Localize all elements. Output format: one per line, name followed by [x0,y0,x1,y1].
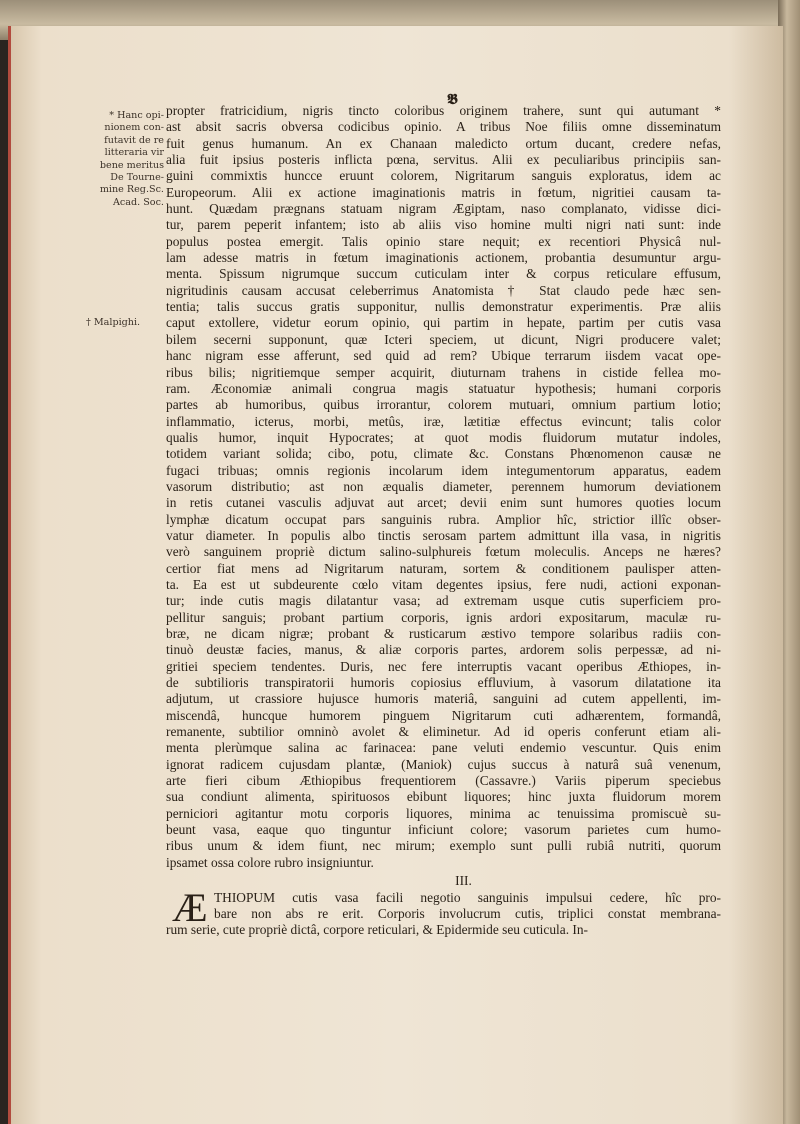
section-text-line: THIOPUM cutis vasa facili negotio sanguinis impulsui cedere, hîc pro- [214,889,721,905]
body-text-line: guini commixtis huncce eruunt colorem, Nigritarum sanguis exploratus, idem ac [166,168,721,184]
body-text-line: hanc nigram esse afferunt, sed quid ad rem? Ubique terrarum iisdem vacat ope- [166,348,721,364]
body-text-line: beunt vasa, eaque quo tinguntur inficiunt colore; vasorum parietes cum humo- [166,822,721,838]
section-text-line: rum serie, cute propriè dictâ, corpore reticulari, & Epidermide seu cuticula. In- [166,922,589,938]
body-text-line: qualis humor, inquit Hypocrates; at quot modis fluidorum mutatur indoles, [166,429,721,445]
body-text-line: hunt. Quædam prægnans statuam nigram Ægiptam, naso complanato, vidisse dici- [166,201,721,217]
body-text-line: alia fuit ipsius posteris inflicta pœna, servitus. Alii ex peculiaribus principiis san- [166,152,721,168]
body-text-line: perniciori agitantur motu corporis liquores, minima ac tenuissima promiscuè su- [166,805,721,821]
body-text-line: pellitur sanguis; probant partium corporis, ignis ardori expositarum, maculæ ru- [166,609,721,625]
body-text-line: tinuò deustæ facies, manus, & aliæ corporis partes, ardorem solis perpessæ, ad ni- [166,642,721,658]
drop-cap: Æ [172,884,208,930]
body-text-line: ram. Æconomiæ animali congrua magis statuatur hypothesis; humani corporis [166,380,721,396]
body-text-line: ipsamet ossa colore rubro insigniuntur. [166,854,374,870]
body-text-line: arte fieri cibum Æthiopibus frequentiorem (Cassavre.) Variis piperum speciebus [166,773,721,789]
body-text-line: tur, parem peperit infantem; isto ab aliis viso homine multi nigri nati sunt: inde [166,217,721,233]
body-text-line: fugaci tribuas; omnis regionis incolarum idem integumentorum apparatus, eadem [166,462,721,478]
section-paragraph [166,884,721,939]
body-text-line: Europeorum. Alii ex actione imaginationis matris in fœtum, nigritiei causam ta- [166,184,721,200]
body-text-line: totidem variant solida; cibo, potu, climate &c. Constans Phœnomenon causæ ne [166,446,721,462]
section-number: III. [455,873,472,889]
body-text-line: lam adesse matris in fœtum imaginationis actionem, probantia desumuntur argu- [166,250,721,266]
body-text-line: nigritudinis causam accusat celeberrimus Anatomista † Stat claudo pede hæc sen- [166,282,721,298]
section-lines [166,884,721,939]
body-paragraph [166,103,721,871]
body-text-line: bræ, ne dicam nigræ; probant & rusticarum æstivo tempore solaribus radiis con- [166,626,721,641]
body-text-line: vasorum distributio; ast non æqualis diameter, perennem humorum deviationem [166,478,721,494]
section-text-line: bare non abs re erit. Corporis involucrum cutis, triplici constat membrana- [214,905,721,921]
margin-note-tournemine: * Hanc opi- nionem con- futavit de re litteraria vir bene meritus De Tourne- mine Reg.Sc. Acad. Soc. [99,110,164,208]
body-text-line: partes ab humoribus, quibus irrorantur, colorem mutuari, omnium partium lotio; [166,397,721,413]
body-text-line: menta. Spissum nigrumque succum cuticulam inter & corpus reticulare effusum, [166,266,721,282]
body-text-line: sua condiunt alimenta, spirituosos ebibunt liquores; hinc juxta fluidorum morem [166,789,721,805]
body-text-line: caput extollere, videtur eorum opinio, qui partim in hepate, partim per cutis vasa [166,315,721,331]
body-text-line: in retis cutanei vasculis adjuvat aut arcet; devii enim sunt humores quoties locum [166,495,721,511]
body-text-line: inflammatio, icterus, morbi, metûs, iræ, lætitiæ effectus evincunt; talis color [166,413,721,429]
body-text-line: ta. Ea est ut subdeurente cœlo vitam degentes ipsius, fere nudi, actioni exponan- [166,576,721,592]
body-text-line: menta plerùmque salina ac farinacea: pane veluti endemio vescuntur. Quis enim [166,740,721,756]
body-text-line: ignorat radicem cujusdam plantæ, (Maniok) cujus succus à naturâ suâ venenum, [166,756,721,772]
body-text-line: propter fratricidium, nigris tincto coloribus originem trahere, sunt qui autumant * [166,103,721,118]
body-text-line: vatur diameter. In populis albo tinctis serosam partem admittunt illa vasa, in nigritis [166,527,721,543]
body-text-line: ribus unum & idem fiunt, nec mirum; exemplo sunt pulli rubiâ nutriti, quorum [166,838,721,854]
body-text-line: lymphæ dicatum occupat pars sanguinis rubra. Amplior hîc, strictior illîc obser- [166,511,721,527]
body-text-line: ribus bilis; nigritiemque semper acquirit, diuturnam trahens in cistide fellea mo- [166,364,721,380]
main-text-block [166,103,721,939]
body-text-line: bilem secerni supponunt, quæ Icteri speciem, ut dicunt, Nigri producere valet; [166,331,721,347]
body-text-line: populus postea emergit. Talis opinio stare nequit; ex recentiori Physicâ nul- [166,233,721,249]
body-text-line: ast absit sacris obversa codicibus opinio. A tribus Noe filiis omne disseminatum [166,119,721,135]
margin-note-malpighi: † Malpighi. [86,317,141,328]
body-text-line: de subtilioris transpiratorii humoris copiosius effluvium, à vasorum dilatatione ita [166,675,721,691]
body-text-line: verò sanguinem propriè dictum salino-sulphureis fœtum moleculis. Anceps ne hæres? [166,544,721,560]
body-text-line: miscendâ, huncque humorem pinguem Nigritarum cuti adhærentem, formandâ, [166,707,721,723]
body-text-line: adjutum, ut crassiore hujusce humoris materiâ, sanguini ad cutem appellenti, im- [166,691,721,707]
body-text-line: remanente, subtilior omninò avolet & eliminetur. Ad id operis conferunt etiam ali- [166,724,721,740]
signature-mark: 𝕭 [447,90,458,108]
body-text-line: gritiei speciem tendentes. Duris, nec fere interruptis vacant operibus Æthiopes, in- [166,658,721,674]
body-text-line: certior fiat mens ad Nigritarum naturam, sortem & conditionem paulisper atten- [166,560,721,576]
body-text-line: fuit genus humanum. An ex Chanaan maledicto ortum ducant, credere nefas, [166,135,721,151]
body-text-line: tur; inde cutis magis dilatantur vasa; ad extremam usque cutis superficiem pro- [166,593,721,609]
body-text-line: tentia; talis succus gratis supponitur, nullis demonstratur experimentis. Præ aliis [166,299,721,315]
